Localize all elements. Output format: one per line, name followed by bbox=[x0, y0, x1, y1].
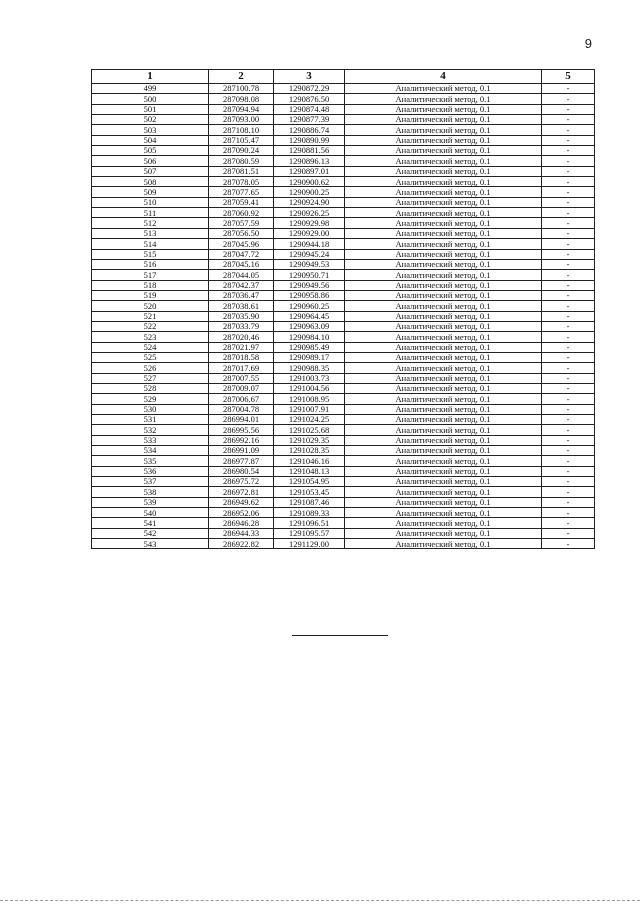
note-cell: - bbox=[542, 239, 595, 249]
y-coordinate-cell: 1290929.98 bbox=[274, 218, 345, 228]
method-cell: Аналитический метод, 0.1 bbox=[345, 508, 542, 518]
note-cell: - bbox=[542, 477, 595, 487]
x-coordinate-cell: 287021.97 bbox=[209, 342, 274, 352]
x-coordinate-cell: 287045.96 bbox=[209, 239, 274, 249]
method-cell: Аналитический метод, 0.1 bbox=[345, 187, 542, 197]
point-number-cell: 504 bbox=[92, 135, 209, 145]
table-header-row bbox=[92, 70, 595, 84]
table-row bbox=[92, 249, 595, 259]
y-coordinate-cell: 1291007.91 bbox=[274, 404, 345, 414]
point-number-cell: 517 bbox=[92, 270, 209, 280]
method-cell: Аналитический метод, 0.1 bbox=[345, 466, 542, 476]
table-row bbox=[92, 259, 595, 269]
point-number-cell: 525 bbox=[92, 352, 209, 362]
point-number-cell: 501 bbox=[92, 104, 209, 114]
method-cell: Аналитический метод, 0.1 bbox=[345, 425, 542, 435]
method-cell: Аналитический метод, 0.1 bbox=[345, 290, 542, 300]
note-cell: - bbox=[542, 466, 595, 476]
x-coordinate-cell: 287009.07 bbox=[209, 383, 274, 393]
y-coordinate-cell: 1290950.71 bbox=[274, 270, 345, 280]
x-coordinate-cell: 287090.24 bbox=[209, 146, 274, 156]
x-coordinate-cell: 286991.09 bbox=[209, 446, 274, 456]
table-row bbox=[92, 311, 595, 321]
table-row bbox=[92, 84, 595, 94]
y-coordinate-cell: 1290985.49 bbox=[274, 342, 345, 352]
column-header: 2 bbox=[209, 70, 274, 84]
method-cell: Аналитический метод, 0.1 bbox=[345, 208, 542, 218]
note-cell: - bbox=[542, 208, 595, 218]
table-row bbox=[92, 435, 595, 445]
x-coordinate-cell: 287108.10 bbox=[209, 125, 274, 135]
y-coordinate-cell: 1291046.16 bbox=[274, 456, 345, 466]
point-number-cell: 522 bbox=[92, 321, 209, 331]
table-row bbox=[92, 404, 595, 414]
x-coordinate-cell: 286972.81 bbox=[209, 487, 274, 497]
y-coordinate-cell: 1290877.39 bbox=[274, 115, 345, 125]
method-cell: Аналитический метод, 0.1 bbox=[345, 477, 542, 487]
y-coordinate-cell: 1290984.10 bbox=[274, 332, 345, 342]
note-cell: - bbox=[542, 135, 595, 145]
point-number-cell: 512 bbox=[92, 218, 209, 228]
method-cell: Аналитический метод, 0.1 bbox=[345, 280, 542, 290]
table-row bbox=[92, 135, 595, 145]
table-row bbox=[92, 352, 595, 362]
method-cell: Аналитический метод, 0.1 bbox=[345, 528, 542, 538]
y-coordinate-cell: 1290949.53 bbox=[274, 259, 345, 269]
y-coordinate-cell: 1290988.35 bbox=[274, 363, 345, 373]
x-coordinate-cell: 287044.05 bbox=[209, 270, 274, 280]
y-coordinate-cell: 1291048.13 bbox=[274, 466, 345, 476]
y-coordinate-cell: 1291053.45 bbox=[274, 487, 345, 497]
table-row bbox=[92, 497, 595, 507]
point-number-cell: 529 bbox=[92, 394, 209, 404]
note-cell: - bbox=[542, 321, 595, 331]
note-cell: - bbox=[542, 415, 595, 425]
point-number-cell: 519 bbox=[92, 290, 209, 300]
column-header: 1 bbox=[92, 70, 209, 84]
table-row bbox=[92, 363, 595, 373]
table-row bbox=[92, 94, 595, 104]
point-number-cell: 524 bbox=[92, 342, 209, 352]
table-row bbox=[92, 321, 595, 331]
point-number-cell: 507 bbox=[92, 166, 209, 176]
table-row bbox=[92, 146, 595, 156]
x-coordinate-cell: 286949.62 bbox=[209, 497, 274, 507]
y-coordinate-cell: 1290949.56 bbox=[274, 280, 345, 290]
note-cell: - bbox=[542, 373, 595, 383]
point-number-cell: 538 bbox=[92, 487, 209, 497]
x-coordinate-cell: 286975.72 bbox=[209, 477, 274, 487]
point-number-cell: 523 bbox=[92, 332, 209, 342]
x-coordinate-cell: 287020.46 bbox=[209, 332, 274, 342]
y-coordinate-cell: 1290874.48 bbox=[274, 104, 345, 114]
point-number-cell: 510 bbox=[92, 197, 209, 207]
method-cell: Аналитический метод, 0.1 bbox=[345, 446, 542, 456]
table-row bbox=[92, 197, 595, 207]
x-coordinate-cell: 286994.01 bbox=[209, 415, 274, 425]
method-cell: Аналитический метод, 0.1 bbox=[345, 404, 542, 414]
y-coordinate-cell: 1290945.24 bbox=[274, 249, 345, 259]
note-cell: - bbox=[542, 115, 595, 125]
note-cell: - bbox=[542, 311, 595, 321]
note-cell: - bbox=[542, 228, 595, 238]
point-number-cell: 514 bbox=[92, 239, 209, 249]
method-cell: Аналитический метод, 0.1 bbox=[345, 373, 542, 383]
point-number-cell: 508 bbox=[92, 177, 209, 187]
y-coordinate-cell: 1290924.90 bbox=[274, 197, 345, 207]
method-cell: Аналитический метод, 0.1 bbox=[345, 135, 542, 145]
column-header: 5 bbox=[542, 70, 595, 84]
y-coordinate-cell: 1290886.74 bbox=[274, 125, 345, 135]
point-number-cell: 537 bbox=[92, 477, 209, 487]
table-row bbox=[92, 456, 595, 466]
method-cell: Аналитический метод, 0.1 bbox=[345, 146, 542, 156]
table-row bbox=[92, 518, 595, 528]
point-number-cell: 521 bbox=[92, 311, 209, 321]
note-cell: - bbox=[542, 528, 595, 538]
method-cell: Аналитический метод, 0.1 bbox=[345, 415, 542, 425]
point-number-cell: 513 bbox=[92, 228, 209, 238]
method-cell: Аналитический метод, 0.1 bbox=[345, 311, 542, 321]
method-cell: Аналитический метод, 0.1 bbox=[345, 456, 542, 466]
method-cell: Аналитический метод, 0.1 bbox=[345, 321, 542, 331]
table-row bbox=[92, 228, 595, 238]
y-coordinate-cell: 1290989.17 bbox=[274, 352, 345, 362]
note-cell: - bbox=[542, 435, 595, 445]
point-number-cell: 528 bbox=[92, 383, 209, 393]
table-row bbox=[92, 425, 595, 435]
method-cell: Аналитический метод, 0.1 bbox=[345, 239, 542, 249]
note-cell: - bbox=[542, 518, 595, 528]
method-cell: Аналитический метод, 0.1 bbox=[345, 332, 542, 342]
method-cell: Аналитический метод, 0.1 bbox=[345, 115, 542, 125]
x-coordinate-cell: 287047.72 bbox=[209, 249, 274, 259]
note-cell: - bbox=[542, 539, 595, 549]
point-number-cell: 520 bbox=[92, 301, 209, 311]
x-coordinate-cell: 287059.41 bbox=[209, 197, 274, 207]
note-cell: - bbox=[542, 508, 595, 518]
y-coordinate-cell: 1291029.35 bbox=[274, 435, 345, 445]
method-cell: Аналитический метод, 0.1 bbox=[345, 218, 542, 228]
point-number-cell: 543 bbox=[92, 539, 209, 549]
point-number-cell: 536 bbox=[92, 466, 209, 476]
y-coordinate-cell: 1291096.51 bbox=[274, 518, 345, 528]
y-coordinate-cell: 1291008.95 bbox=[274, 394, 345, 404]
note-cell: - bbox=[542, 125, 595, 135]
x-coordinate-cell: 286944.33 bbox=[209, 528, 274, 538]
y-coordinate-cell: 1290897.01 bbox=[274, 166, 345, 176]
point-number-cell: 505 bbox=[92, 146, 209, 156]
note-cell: - bbox=[542, 249, 595, 259]
note-cell: - bbox=[542, 456, 595, 466]
table-row bbox=[92, 446, 595, 456]
x-coordinate-cell: 286946.28 bbox=[209, 518, 274, 528]
y-coordinate-cell: 1290876.50 bbox=[274, 94, 345, 104]
x-coordinate-cell: 287007.55 bbox=[209, 373, 274, 383]
method-cell: Аналитический метод, 0.1 bbox=[345, 383, 542, 393]
x-coordinate-cell: 287042.37 bbox=[209, 280, 274, 290]
table-row bbox=[92, 466, 595, 476]
note-cell: - bbox=[542, 177, 595, 187]
point-number-cell: 516 bbox=[92, 259, 209, 269]
y-coordinate-cell: 1290900.62 bbox=[274, 177, 345, 187]
x-coordinate-cell: 286952.06 bbox=[209, 508, 274, 518]
point-number-cell: 527 bbox=[92, 373, 209, 383]
y-coordinate-cell: 1290896.13 bbox=[274, 156, 345, 166]
y-coordinate-cell: 1290926.25 bbox=[274, 208, 345, 218]
table-row bbox=[92, 115, 595, 125]
method-cell: Аналитический метод, 0.1 bbox=[345, 177, 542, 187]
table-row bbox=[92, 487, 595, 497]
end-of-table-rule bbox=[292, 635, 388, 636]
table-row bbox=[92, 394, 595, 404]
point-number-cell: 532 bbox=[92, 425, 209, 435]
y-coordinate-cell: 1291087.46 bbox=[274, 497, 345, 507]
table-row bbox=[92, 290, 595, 300]
point-number-cell: 531 bbox=[92, 415, 209, 425]
x-coordinate-cell: 286922.82 bbox=[209, 539, 274, 549]
note-cell: - bbox=[542, 352, 595, 362]
column-header: 4 bbox=[345, 70, 542, 84]
x-coordinate-cell: 287057.59 bbox=[209, 218, 274, 228]
y-coordinate-cell: 1291089.33 bbox=[274, 508, 345, 518]
x-coordinate-cell: 287045.16 bbox=[209, 259, 274, 269]
x-coordinate-cell: 286995.56 bbox=[209, 425, 274, 435]
y-coordinate-cell: 1291054.95 bbox=[274, 477, 345, 487]
x-coordinate-cell: 286992.16 bbox=[209, 435, 274, 445]
point-number-cell: 518 bbox=[92, 280, 209, 290]
note-cell: - bbox=[542, 187, 595, 197]
y-coordinate-cell: 1290872.29 bbox=[274, 84, 345, 94]
y-coordinate-cell: 1291024.25 bbox=[274, 415, 345, 425]
y-coordinate-cell: 1290964.45 bbox=[274, 311, 345, 321]
method-cell: Аналитический метод, 0.1 bbox=[345, 125, 542, 135]
point-number-cell: 509 bbox=[92, 187, 209, 197]
point-number-cell: 511 bbox=[92, 208, 209, 218]
point-number-cell: 535 bbox=[92, 456, 209, 466]
note-cell: - bbox=[542, 290, 595, 300]
table-row bbox=[92, 177, 595, 187]
method-cell: Аналитический метод, 0.1 bbox=[345, 394, 542, 404]
y-coordinate-cell: 1291028.35 bbox=[274, 446, 345, 456]
point-number-cell: 542 bbox=[92, 528, 209, 538]
y-coordinate-cell: 1290960.25 bbox=[274, 301, 345, 311]
point-number-cell: 539 bbox=[92, 497, 209, 507]
table-row bbox=[92, 539, 595, 549]
table-row bbox=[92, 508, 595, 518]
method-cell: Аналитический метод, 0.1 bbox=[345, 518, 542, 528]
x-coordinate-cell: 287078.05 bbox=[209, 177, 274, 187]
note-cell: - bbox=[542, 94, 595, 104]
point-number-cell: 500 bbox=[92, 94, 209, 104]
table-row bbox=[92, 477, 595, 487]
x-coordinate-cell: 287017.69 bbox=[209, 363, 274, 373]
point-number-cell: 506 bbox=[92, 156, 209, 166]
x-coordinate-cell: 287094.94 bbox=[209, 104, 274, 114]
scan-edge-line bbox=[0, 900, 640, 901]
note-cell: - bbox=[542, 446, 595, 456]
x-coordinate-cell: 287081.51 bbox=[209, 166, 274, 176]
x-coordinate-cell: 286977.87 bbox=[209, 456, 274, 466]
note-cell: - bbox=[542, 363, 595, 373]
y-coordinate-cell: 1290958.86 bbox=[274, 290, 345, 300]
y-coordinate-cell: 1290963.09 bbox=[274, 321, 345, 331]
table-row bbox=[92, 332, 595, 342]
page-number: 9 bbox=[584, 36, 592, 51]
method-cell: Аналитический метод, 0.1 bbox=[345, 249, 542, 259]
x-coordinate-cell: 287060.92 bbox=[209, 208, 274, 218]
y-coordinate-cell: 1291025.68 bbox=[274, 425, 345, 435]
table-row bbox=[92, 187, 595, 197]
method-cell: Аналитический метод, 0.1 bbox=[345, 497, 542, 507]
column-header: 3 bbox=[274, 70, 345, 84]
table-row bbox=[92, 415, 595, 425]
x-coordinate-cell: 287105.47 bbox=[209, 135, 274, 145]
x-coordinate-cell: 287038.61 bbox=[209, 301, 274, 311]
point-number-cell: 502 bbox=[92, 115, 209, 125]
method-cell: Аналитический метод, 0.1 bbox=[345, 539, 542, 549]
method-cell: Аналитический метод, 0.1 bbox=[345, 352, 542, 362]
method-cell: Аналитический метод, 0.1 bbox=[345, 487, 542, 497]
point-number-cell: 499 bbox=[92, 84, 209, 94]
x-coordinate-cell: 287056.50 bbox=[209, 228, 274, 238]
table-row bbox=[92, 218, 595, 228]
table-row bbox=[92, 125, 595, 135]
x-coordinate-cell: 287006.67 bbox=[209, 394, 274, 404]
table-row bbox=[92, 270, 595, 280]
note-cell: - bbox=[542, 104, 595, 114]
x-coordinate-cell: 287018.58 bbox=[209, 352, 274, 362]
point-number-cell: 526 bbox=[92, 363, 209, 373]
x-coordinate-cell: 287077.65 bbox=[209, 187, 274, 197]
table-row bbox=[92, 528, 595, 538]
point-number-cell: 503 bbox=[92, 125, 209, 135]
y-coordinate-cell: 1291003.73 bbox=[274, 373, 345, 383]
table-row bbox=[92, 166, 595, 176]
note-cell: - bbox=[542, 218, 595, 228]
y-coordinate-cell: 1291004.56 bbox=[274, 383, 345, 393]
x-coordinate-cell: 287036.47 bbox=[209, 290, 274, 300]
point-number-cell: 541 bbox=[92, 518, 209, 528]
note-cell: - bbox=[542, 146, 595, 156]
note-cell: - bbox=[542, 383, 595, 393]
y-coordinate-cell: 1290944.18 bbox=[274, 239, 345, 249]
note-cell: - bbox=[542, 342, 595, 352]
y-coordinate-cell: 1290900.25 bbox=[274, 187, 345, 197]
y-coordinate-cell: 1291095.57 bbox=[274, 528, 345, 538]
y-coordinate-cell: 1291129.00 bbox=[274, 539, 345, 549]
table-row bbox=[92, 280, 595, 290]
note-cell: - bbox=[542, 156, 595, 166]
table-row bbox=[92, 156, 595, 166]
note-cell: - bbox=[542, 394, 595, 404]
method-cell: Аналитический метод, 0.1 bbox=[345, 228, 542, 238]
method-cell: Аналитический метод, 0.1 bbox=[345, 166, 542, 176]
table-row bbox=[92, 301, 595, 311]
method-cell: Аналитический метод, 0.1 bbox=[345, 435, 542, 445]
point-number-cell: 540 bbox=[92, 508, 209, 518]
method-cell: Аналитический метод, 0.1 bbox=[345, 270, 542, 280]
method-cell: Аналитический метод, 0.1 bbox=[345, 301, 542, 311]
table-row bbox=[92, 104, 595, 114]
note-cell: - bbox=[542, 270, 595, 280]
method-cell: Аналитический метод, 0.1 bbox=[345, 197, 542, 207]
note-cell: - bbox=[542, 301, 595, 311]
method-cell: Аналитический метод, 0.1 bbox=[345, 363, 542, 373]
note-cell: - bbox=[542, 404, 595, 414]
x-coordinate-cell: 287098.08 bbox=[209, 94, 274, 104]
y-coordinate-cell: 1290890.99 bbox=[274, 135, 345, 145]
note-cell: - bbox=[542, 332, 595, 342]
note-cell: - bbox=[542, 487, 595, 497]
table-row bbox=[92, 239, 595, 249]
note-cell: - bbox=[542, 166, 595, 176]
point-number-cell: 534 bbox=[92, 446, 209, 456]
point-number-cell: 530 bbox=[92, 404, 209, 414]
table-row bbox=[92, 342, 595, 352]
x-coordinate-cell: 287093.00 bbox=[209, 115, 274, 125]
x-coordinate-cell: 287100.78 bbox=[209, 84, 274, 94]
table-row bbox=[92, 208, 595, 218]
table-row bbox=[92, 383, 595, 393]
method-cell: Аналитический метод, 0.1 bbox=[345, 104, 542, 114]
y-coordinate-cell: 1290881.56 bbox=[274, 146, 345, 156]
x-coordinate-cell: 286980.54 bbox=[209, 466, 274, 476]
note-cell: - bbox=[542, 280, 595, 290]
note-cell: - bbox=[542, 497, 595, 507]
method-cell: Аналитический метод, 0.1 bbox=[345, 156, 542, 166]
note-cell: - bbox=[542, 197, 595, 207]
note-cell: - bbox=[542, 425, 595, 435]
x-coordinate-cell: 287004.78 bbox=[209, 404, 274, 414]
x-coordinate-cell: 287035.90 bbox=[209, 311, 274, 321]
method-cell: Аналитический метод, 0.1 bbox=[345, 84, 542, 94]
x-coordinate-cell: 287080.59 bbox=[209, 156, 274, 166]
note-cell: - bbox=[542, 259, 595, 269]
table-row bbox=[92, 373, 595, 383]
point-number-cell: 515 bbox=[92, 249, 209, 259]
x-coordinate-cell: 287033.79 bbox=[209, 321, 274, 331]
method-cell: Аналитический метод, 0.1 bbox=[345, 342, 542, 352]
note-cell: - bbox=[542, 84, 595, 94]
point-number-cell: 533 bbox=[92, 435, 209, 445]
y-coordinate-cell: 1290929.00 bbox=[274, 228, 345, 238]
coordinates-table bbox=[91, 69, 595, 549]
method-cell: Аналитический метод, 0.1 bbox=[345, 259, 542, 269]
method-cell: Аналитический метод, 0.1 bbox=[345, 94, 542, 104]
